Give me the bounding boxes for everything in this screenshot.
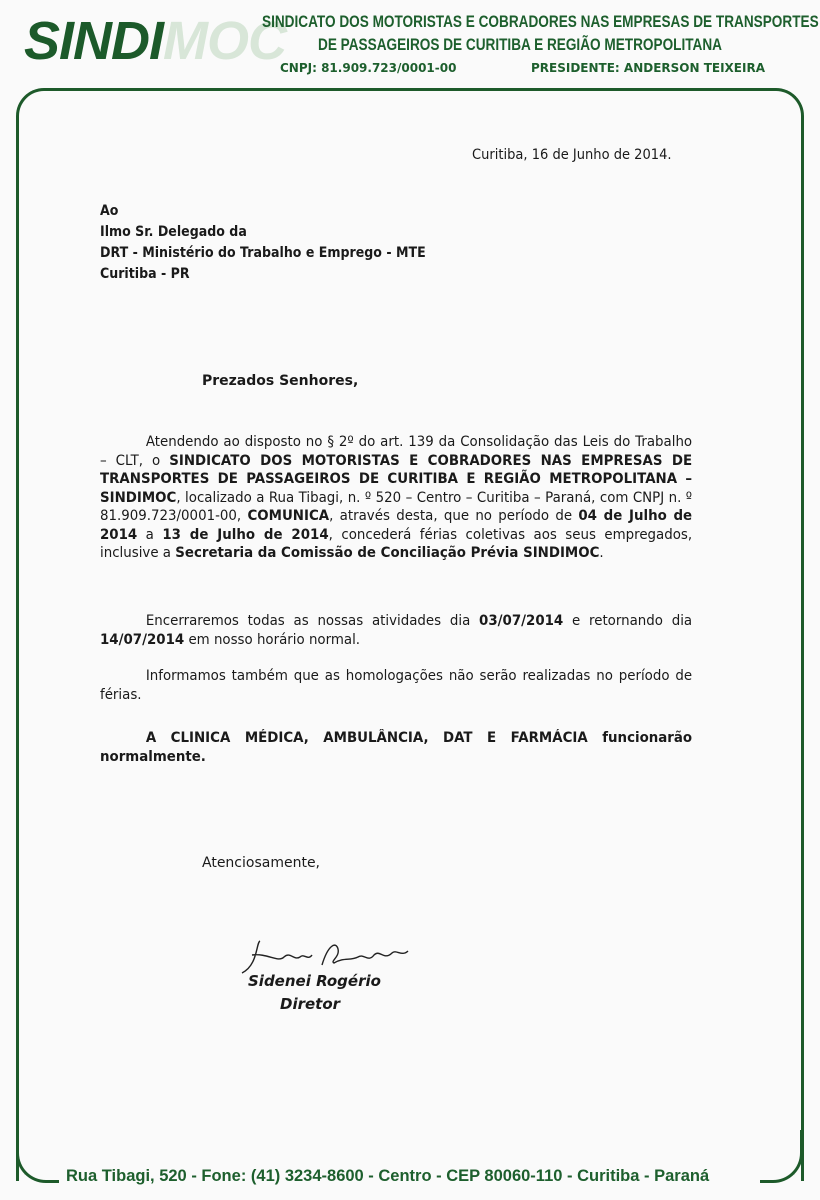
logo-part-1: SINDI bbox=[24, 11, 164, 71]
sindimoc-logo bbox=[24, 11, 287, 71]
president: PRESIDENTE: ANDERSON TEIXEIRA bbox=[531, 61, 765, 75]
closing: Atenciosamente, bbox=[202, 855, 321, 871]
paragraph-4: A CLINICA MÉDICA, AMBULÂNCIA, DAT E FARMÁCIA funcionarão normalmente. bbox=[100, 730, 693, 765]
recipient-line: DRT - Ministério do Trabalho e Emprego - MTE bbox=[100, 245, 426, 261]
signer-role: Diretor bbox=[280, 995, 341, 1013]
recipient-line: Curitiba - PR bbox=[100, 266, 190, 282]
recipient-block bbox=[100, 201, 426, 285]
letter-date: Curitiba, 16 de Junho de 2014. bbox=[472, 147, 672, 163]
paragraph-3: Informamos também que as homologações não serão realizadas no período de férias. bbox=[100, 668, 693, 703]
org-name-line-1: SINDICATO DOS MOTORISTAS E COBRADORES NAS EMPRESAS DE TRANSPORTES bbox=[262, 12, 819, 31]
logo-part-2: MOC bbox=[163, 11, 287, 71]
signer-name: Sidenei Rogério bbox=[248, 972, 381, 990]
org-name-line-2: DE PASSAGEIROS DE CURITIBA E REGIÃO METROPOLITANA bbox=[318, 35, 722, 54]
recipient-line: Ilmo Sr. Delegado da bbox=[100, 224, 247, 240]
cnpj: CNPJ: 81.909.723/0001-00 bbox=[280, 61, 457, 75]
paragraph-2: Encerraremos todas as nossas atividades dia 03/07/2014 e retornando dia 14/07/2014 em nosso horário normal. bbox=[100, 613, 693, 648]
footer-address: Rua Tibagi, 520 - Fone: (41) 3234-8600 - Centro - CEP 80060-110 - Curitiba - Paraná bbox=[62, 1167, 713, 1186]
recipient-line: Ao bbox=[100, 203, 119, 219]
greeting: Prezados Senhores, bbox=[202, 373, 359, 389]
paragraph-1: Atendendo ao disposto no § 2º do art. 139 da Consolidação das Leis do Trabalho – CLT, o SINDICATO DOS MOTORISTAS E COBRADORES NAS EMPRESAS DE TRANSPORTES DE PASSAGEIROS DE CURITIBA E REGIÃO METROPOLITANA – SINDIMOC, localizado a Rua Tibagi, n. º 520 – Centro – Curitiba – Paraná, com CNPJ n. º 81.909.723/0001-00, COMUNICA, através desta, que no período de 04 de Julho de 2014 a 13 de Julho de 2014, concederá férias coletivas aos seus empregados, inclusive a Secretaria da Comissão de Conciliação Prévia SINDIMOC. bbox=[100, 434, 693, 561]
